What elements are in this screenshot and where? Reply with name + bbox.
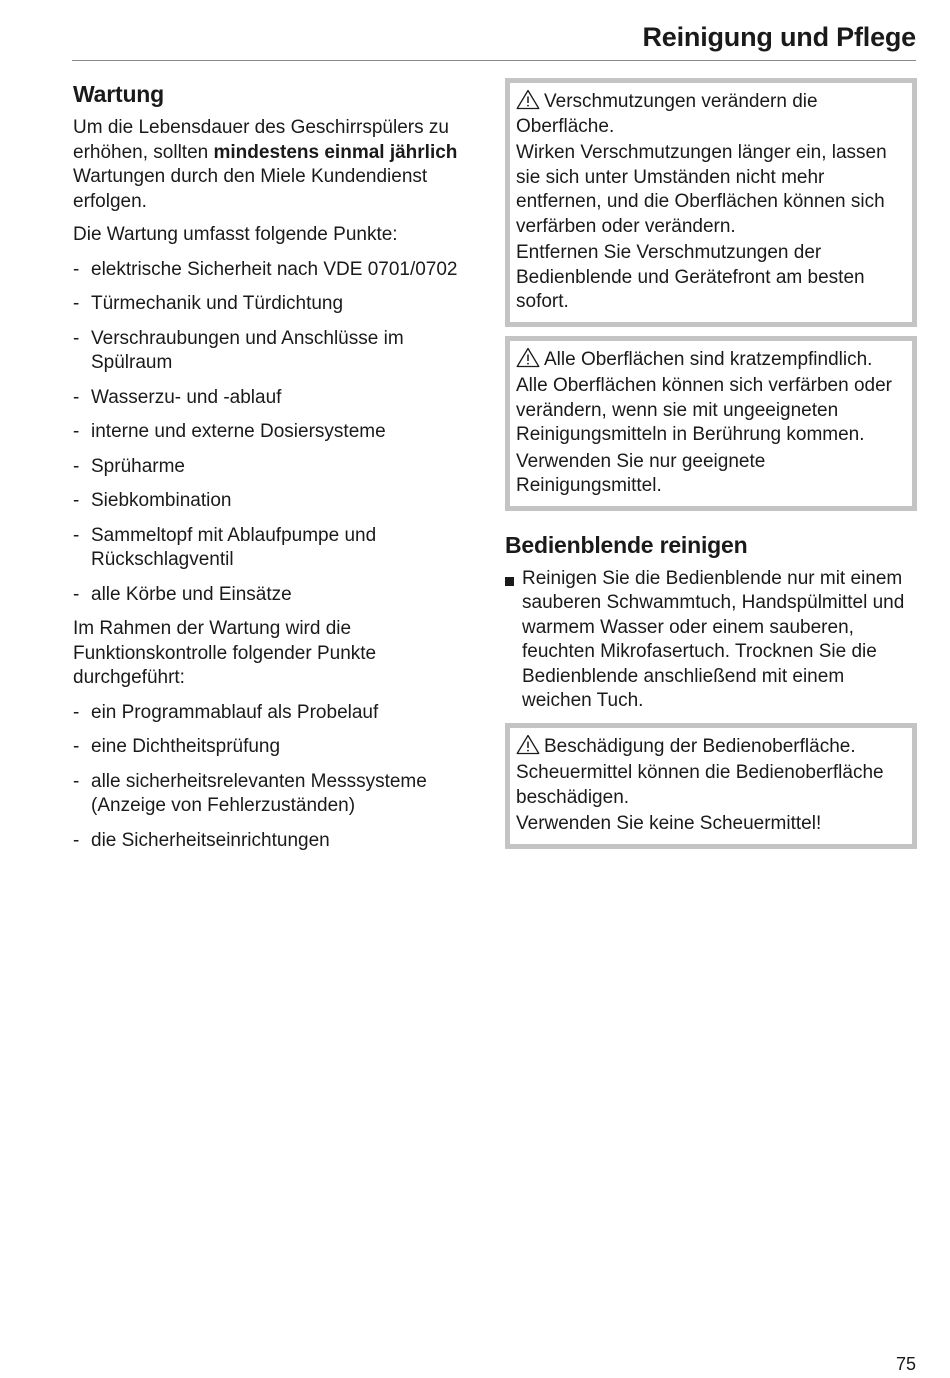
warning-title [516,734,904,760]
bullet-square-icon [505,577,514,586]
page-header [72,18,916,61]
page-title: Reinigung und Pflege [642,22,916,52]
warning-title [516,89,904,139]
intro-text-bold: mindestens einmal jährlich [213,141,458,163]
list-item: - Verschraubungen und Anschlüsse im Spülraum [73,327,488,376]
list-item: - alle sicherheitsrelevanten Messsysteme (Anzeige von Fehlerzuständen) [73,770,488,819]
instruction-item [505,567,917,714]
warning-title-text: Verschmutzungen verändern die Oberfläche. [516,91,818,137]
check-paragraph: Im Rahmen der Wartung wird die Funktionskontrolle folgender Punkte durchgeführt: [73,618,377,688]
list-item: - Türmechanik und Türdichtung [73,292,488,317]
list-item: - Siebkombination [73,489,488,514]
warning-title-text: Alle Oberflächen sind kratzempfindlich. [544,348,873,370]
list-item: - Sammeltopf mit Ablaufpumpe und Rückschlagventil [73,524,488,573]
list-item: - Wasserzu- und -ablauf [73,386,488,411]
section-heading-bedienblende: Bedienblende reinigen [505,531,748,558]
list-item: - interne und externe Dosiersysteme [73,420,488,445]
intro-paragraph [73,116,488,214]
warning-icon [516,347,540,368]
warning-body: Verwenden Sie keine Scheuermittel! [516,813,822,834]
warning-body: Alle Oberflächen können sich verfärben oder verändern, wenn sie mit ungeeigneten Reinigungsmitteln in Berührung kommen. [516,375,893,445]
warning-title-text: Beschädigung der Bedienoberfläche. [544,735,856,757]
check-list [73,701,488,854]
scope-paragraph: Die Wartung umfasst folgende Punkte: [73,224,398,245]
intro-text-after: Wartungen durch den Miele Kundendienst erfolgen. [73,166,428,212]
intro-text-before: Um die Lebensdauer des Geschirrspülers zu erhöhen, sollten [73,117,449,163]
warning-icon [516,89,540,110]
instruction-text: Reinigen Sie die Bedienblende nur mit einem sauberen Schwammtuch, Handspülmittel und warmem Wasser oder einem sauberen, feuchten Mikrofasertuch. Trocknen Sie die Bedienblende anschließend mit einem weichen Tuch. [522,567,905,711]
section-heading-wartung: Wartung [73,81,165,107]
left-column [73,78,488,863]
warning-box-abrasive [505,723,917,849]
list-item: - die Sicherheitseinrichtungen [73,829,488,854]
scope-list [73,258,488,608]
warning-body: Scheuermittel können die Bedienoberfläche beschädigen. [516,762,884,808]
list-item: - eine Dichtheitsprüfung [73,735,488,760]
warning-box-scratch [505,336,917,511]
page-number: 75 [895,1354,916,1374]
list-item: - ein Programmablauf als Probelauf [73,701,488,726]
list-item: - Sprüharme [73,455,488,480]
warning-icon [516,734,540,755]
warning-body: Wirken Verschmutzungen länger ein, lassen sie sich unter Umständen nicht mehr entfernen, und die Oberflächen können sich verfärben oder verändern. [516,142,887,237]
list-item: - alle Körbe und Einsätze [73,583,488,608]
list-item: - elektrische Sicherheit nach VDE 0701/0702 [73,258,488,283]
warning-title [516,347,904,373]
warning-box-soiling [505,78,917,327]
warning-body: Verwenden Sie nur geeignete Reinigungsmittel. [516,450,766,496]
warning-body: Entfernen Sie Verschmutzungen der Bedienblende und Gerätefront am besten sofort. [516,242,865,312]
right-column [505,78,917,858]
